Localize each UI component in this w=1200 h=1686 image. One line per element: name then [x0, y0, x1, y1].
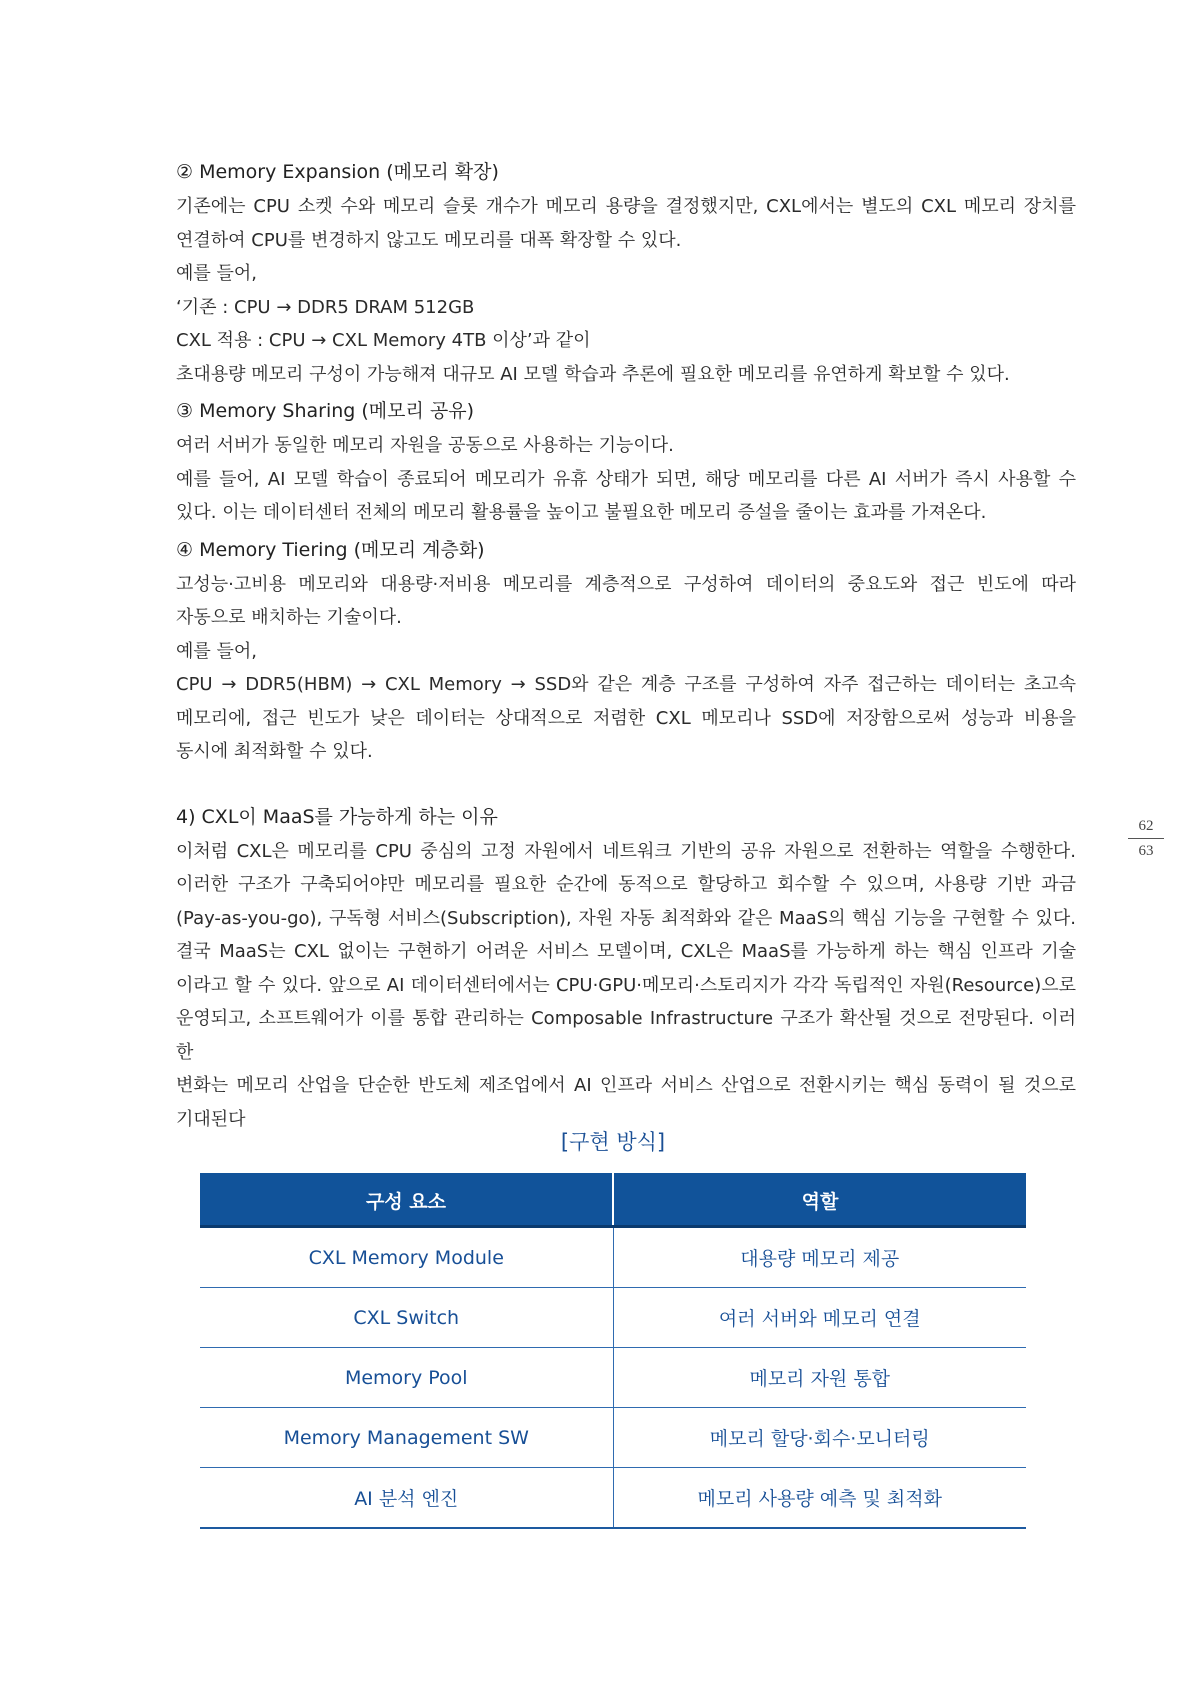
- table-row: [200, 1227, 1026, 1288]
- table-row: [200, 1288, 1026, 1348]
- body-line: 예를 들어,: [176, 640, 257, 662]
- table-row: [200, 1408, 1026, 1468]
- component-cell: AI 분석 엔진: [200, 1468, 613, 1529]
- page-numbers: [1128, 816, 1164, 861]
- component-cell: Memory Management SW: [200, 1408, 613, 1468]
- table-row: [200, 1468, 1026, 1529]
- table-header-row: [200, 1174, 1026, 1227]
- body-line: 이러한 구조가 구축되어야만 메모리를 필요한 순간에 동적으로 할당하고 회수할 수 있으며, 사용량 기반 과금: [176, 874, 1076, 895]
- section-memory-expansion: [176, 158, 1076, 391]
- body-line: CXL 적용 : CPU → CXL Memory 4TB 이상’과 같이: [176, 330, 591, 351]
- section-memory-sharing: [176, 397, 1076, 530]
- component-cell: CXL Memory Module: [200, 1227, 613, 1288]
- body-line: 고성능·고비용 메모리와 대용량·저비용 메모리를 계층적으로 구성하여 데이터의 중요도와 접근 빈도에 따라: [176, 573, 1076, 595]
- section-heading: ④ Memory Tiering (메모리 계층화): [176, 538, 485, 561]
- column-header-component: 구성 요소: [200, 1174, 613, 1227]
- body-line: 이라고 할 수 있다. 앞으로 AI 데이터센터에서는 CPU·GPU·메모리·스토리지가 각각 독립적인 자원(Resource)으로: [176, 974, 1076, 996]
- body-line: 연결하여 CPU를 변경하지 않고도 메모리를 대폭 확장할 수 있다.: [176, 229, 682, 251]
- section-heading: ③ Memory Sharing (메모리 공유): [176, 400, 474, 422]
- body-line: ‘기존 : CPU → DDR5 DRAM 512GB: [176, 296, 475, 318]
- section-cxl-maas: [176, 803, 1076, 1137]
- body-line: 기대된다: [176, 1108, 246, 1130]
- body-line: 결국 MaaS는 CXL 없이는 구현하기 어려운 서비스 모델이며, CXL은 MaaS를 가능하게 하는 핵심 인프라 기술: [176, 941, 1076, 962]
- role-cell: 대용량 메모리 제공: [613, 1227, 1026, 1288]
- body-line: 이처럼 CXL은 메모리를 CPU 중심의 고정 자원에서 네트워크 기반의 공유 자원으로 전환하는 역할을 수행한다.: [176, 840, 1076, 862]
- body-line: 운영되고, 소프트웨어가 이를 통합 관리하는 Composable Infrastructure 구조가 확산될 것으로 전망된다. 이러한: [176, 1008, 1076, 1063]
- role-cell: 메모리 사용량 예측 및 최적화: [613, 1468, 1026, 1529]
- component-cell: CXL Switch: [200, 1288, 613, 1348]
- column-header-role: 역할: [613, 1174, 1026, 1227]
- page-number-right: 63: [1138, 843, 1154, 859]
- document-body: [176, 158, 1076, 1136]
- section-heading: 4) CXL이 MaaS를 가능하게 하는 이유: [176, 805, 498, 828]
- role-cell: 메모리 자원 통합: [613, 1348, 1026, 1408]
- body-line: 초대용량 메모리 구성이 가능해져 대규모 AI 모델 학습과 추론에 필요한 메모리를 유연하게 확보할 수 있다.: [176, 363, 1010, 385]
- body-line: 예를 들어, AI 모델 학습이 종료되어 메모리가 유휴 상태가 되면, 해당 메모리를 다른 AI 서버가 즉시 사용할 수: [176, 468, 1076, 490]
- role-cell: 메모리 할당·회수·모니터링: [613, 1408, 1026, 1468]
- body-line: 메모리에, 접근 빈도가 낮은 데이터는 상대적으로 저렴한 CXL 메모리나 SSD에 저장함으로써 성능과 비용을: [176, 707, 1076, 729]
- component-cell: Memory Pool: [200, 1348, 613, 1408]
- body-line: 기존에는 CPU 소켓 수와 메모리 슬롯 개수가 메모리 용량을 결정했지만, CXL에서는 별도의 CXL 메모리 장치를: [176, 196, 1076, 217]
- section-memory-tiering: [176, 536, 1076, 769]
- table-row: [200, 1348, 1026, 1408]
- body-line: 변화는 메모리 산업을 단순한 반도체 제조업에서 AI 인프라 서비스 산업으로 전환시키는 핵심 동력이 될 것으로: [176, 1075, 1076, 1096]
- table-caption: [구현 방식]: [560, 1130, 666, 1154]
- body-line: 자동으로 배치하는 기술이다.: [176, 607, 402, 628]
- implementation-table: [200, 1173, 1026, 1529]
- body-line: CPU → DDR5(HBM) → CXL Memory → SSD와 같은 계층 구조를 구성하여 자주 접근하는 데이터는 초고속: [176, 674, 1076, 695]
- page-number-divider: [1128, 838, 1164, 839]
- body-line: 있다. 이는 데이터센터 전체의 메모리 활용률을 높이고 불필요한 메모리 증설을 줄이는 효과를 가져온다.: [176, 502, 987, 523]
- body-line: 예를 들어,: [176, 263, 257, 284]
- section-heading: ② Memory Expansion (메모리 확장): [176, 161, 499, 183]
- body-line: 동시에 최적화할 수 있다.: [176, 741, 373, 762]
- page-number-left: 62: [1138, 818, 1154, 834]
- body-line: 여러 서버가 동일한 메모리 자원을 공동으로 사용하는 기능이다.: [176, 435, 674, 456]
- role-cell: 여러 서버와 메모리 연결: [613, 1288, 1026, 1348]
- body-line: (Pay-as-you-go), 구독형 서비스(Subscription), 자원 자동 최적화와 같은 MaaS의 핵심 기능을 구현할 수 있다.: [176, 907, 1076, 929]
